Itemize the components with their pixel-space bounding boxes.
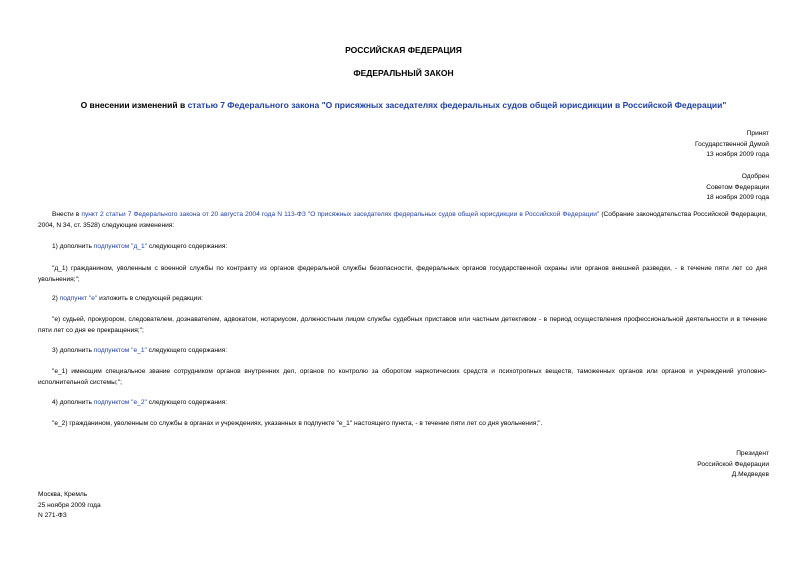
item-1-prefix: 1) дополнить <box>52 243 94 250</box>
item-3-link[interactable]: подпунктом "е_1" <box>93 347 147 354</box>
law-title-prefix: О внесении изменений в <box>80 100 188 110</box>
intro-law-link[interactable]: пункт 2 статьи 7 Федерального закона от 20 августа 2004 года N 113-ФЗ "О присяжных заседателях федеральных судов общей юрисдикции в Российской Федерации" <box>81 211 600 218</box>
item-2-link[interactable]: подпункт "е" <box>59 295 98 302</box>
item-1-suffix: следующего содержания: <box>147 243 228 250</box>
item-1-text: "д_1) гражданином, уволенным с военной службы по контракту из органов федеральной службы безопасности, федеральных органов государственной охраны или органов внешней разведки, - в течение пяти лет со дня увольнения;"; <box>38 265 767 283</box>
item-2-text: "е) судьей, прокурором, следователем, дознавателем, адвокатом, нотариусом, должностным лицом службы судебных приставов или частным детективом - в период осуществления профессиональной деятельности и в течение пяти лет со дня ее прекращения;"; <box>38 316 767 334</box>
item-4-link[interactable]: подпунктом "е_2" <box>93 399 147 406</box>
item-2-prefix: 2) <box>52 295 60 302</box>
law-title <box>0 100 807 110</box>
law-number: N 271-ФЗ <box>38 512 67 519</box>
accepted-label: Принят <box>746 130 769 137</box>
accepted-date: 13 ноября 2009 года <box>706 151 769 158</box>
approved-date: 18 ноября 2009 года <box>706 194 769 201</box>
approved-label: Одобрен <box>741 173 769 180</box>
president-name: Д.Медведев <box>731 471 769 478</box>
item-4-suffix: следующего содержания: <box>146 399 228 406</box>
law-title-link[interactable]: статью 7 Федерального закона "О присяжных заседателях федеральных судов общей юрисдикции в Российской Федерации" <box>187 100 727 110</box>
signing-date: 25 ноября 2009 года <box>38 501 101 509</box>
accepted-by: Государственной Думой <box>695 140 769 148</box>
intro-paragraph <box>38 210 767 231</box>
country-heading: РОССИЙСКАЯ ФЕДЕРАЦИЯ <box>345 45 462 55</box>
intro-prefix: Внести в <box>52 211 82 218</box>
item-1 <box>38 242 767 253</box>
signing-place: Москва, Кремль <box>38 491 88 498</box>
approved-block <box>706 172 769 204</box>
item-1-link[interactable]: подпунктом "д_1" <box>93 243 148 250</box>
law-type-heading: ФЕДЕРАЛЬНЫЙ ЗАКОН <box>353 68 454 78</box>
item-4-text: "е_2) гражданином, уволенным со службы в органах и учреждениях, указанных в подпункте "е_1" настоящего пункта, - в течение пяти лет со дня увольнения;". <box>52 420 543 427</box>
accepted-block <box>695 129 769 161</box>
item-4 <box>38 398 767 409</box>
item-3-suffix: следующего содержания: <box>146 347 228 354</box>
approved-by: Советом Федерации <box>706 183 769 191</box>
president-title: Президент <box>736 450 769 457</box>
president-signature <box>697 449 769 481</box>
item-3 <box>38 346 767 357</box>
item-2-suffix: изложить в следующей редакции: <box>97 295 203 302</box>
signing-details <box>38 490 101 522</box>
item-2 <box>38 294 767 305</box>
item-4-prefix: 4) дополнить <box>52 399 94 406</box>
intro-suffix: (Собрание законодательства Российской Федерации, 2004, N 34, ст. 3528) следующие изменения: <box>38 211 767 229</box>
president-country: Российской Федерации <box>697 460 769 468</box>
item-3-text: "е_1) имеющим специальное звание сотрудником органов внутренних дел, органов по контролю за оборотом наркотических средств и психотропных веществ, таможенных органов или органов и учреждений уголовно-исполнительной системы;"; <box>38 368 767 386</box>
item-3-prefix: 3) дополнить <box>52 347 94 354</box>
